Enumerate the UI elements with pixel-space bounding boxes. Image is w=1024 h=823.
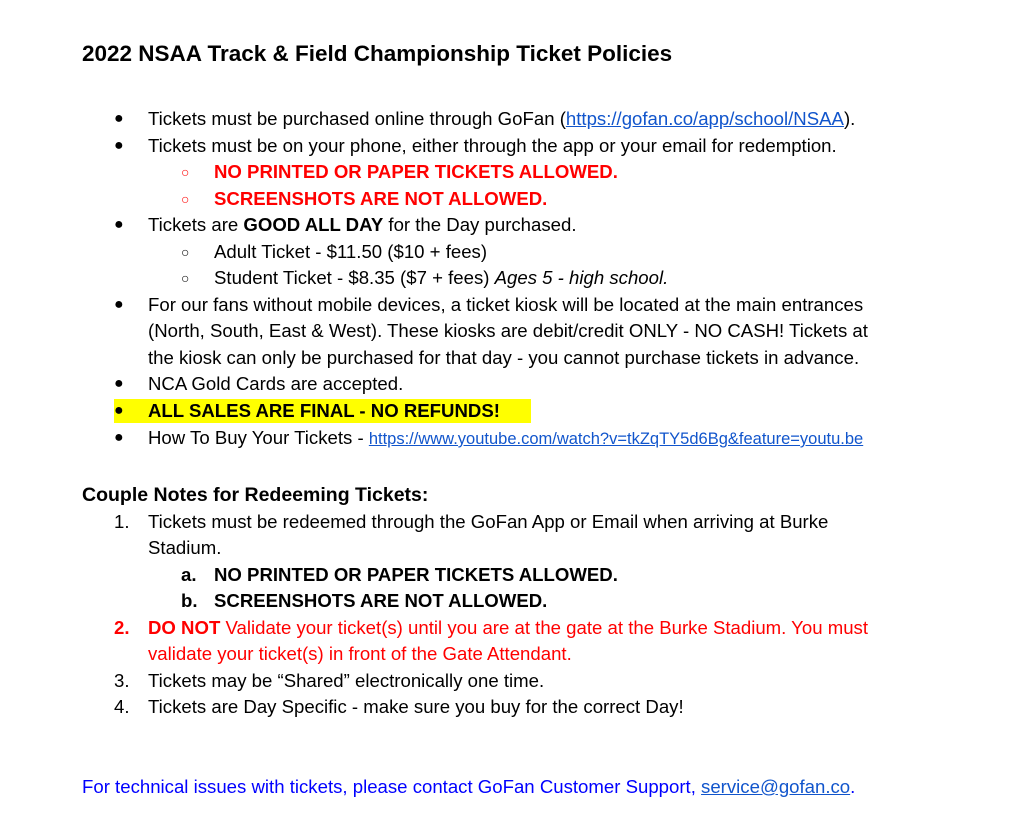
redeem-no-screenshots: SCREENSHOTS ARE NOT ALLOWED.: [214, 590, 548, 611]
youtube-tutorial-link[interactable]: https://www.youtube.com/watch?v=tkZqTY5d6Bg&feature=youtu.be: [368, 430, 864, 448]
redeem-note-1-line-2: Stadium.: [148, 537, 222, 558]
bullet-marker: ●: [114, 296, 124, 313]
support-email-link[interactable]: service@gofan.co: [701, 776, 851, 797]
policy-text: Tickets are: [148, 214, 244, 235]
gold-cards-policy: NCA Gold Cards are accepted.: [148, 373, 404, 394]
bullet-marker: ●: [114, 216, 124, 233]
bullet-marker: ●: [114, 402, 124, 419]
kiosk-policy-line-2: (North, South, East & West). These kiosks are debit/credit ONLY - NO CASH! Tickets at: [148, 320, 868, 341]
list-number: 4.: [114, 696, 130, 717]
do-not-emphasis: DO NOT: [148, 617, 221, 638]
how-to-buy: [148, 425, 863, 452]
bullet-marker: ●: [114, 429, 124, 446]
section-heading: Couple Notes for Redeeming Tickets:: [82, 484, 429, 506]
redeem-note-3: Tickets may be “Shared” electronically one time.: [148, 670, 545, 691]
sub-bullet-marker: ○: [181, 191, 190, 207]
policy-text: Tickets must be purchased online through GoFan (: [148, 108, 566, 129]
sub-bullet-marker: ○: [181, 244, 190, 260]
support-footer: [82, 774, 855, 800]
sub-bullet-marker: ○: [181, 164, 190, 180]
redeem-note-2-line-1: [148, 615, 868, 641]
student-age-note: Ages 5 - high school.: [494, 267, 669, 288]
student-ticket-price: [214, 265, 668, 291]
bullet-marker: ●: [114, 375, 124, 392]
page-title: 2022 NSAA Track & Field Championship Ticket Policies: [82, 41, 673, 66]
redeem-no-printed: NO PRINTED OR PAPER TICKETS ALLOWED.: [214, 564, 618, 585]
sub-bullet-marker: ○: [181, 270, 190, 286]
policy-no-screenshots: SCREENSHOTS ARE NOT ALLOWED.: [214, 188, 548, 209]
list-number: 1.: [114, 511, 130, 532]
gofan-school-link[interactable]: https://gofan.co/app/school/NSAA: [565, 108, 844, 129]
list-number: 3.: [114, 670, 130, 691]
list-letter: b.: [181, 590, 198, 611]
policy-text: Validate your ticket(s) until you are at the gate at the Burke Stadium. You must: [220, 617, 869, 638]
redeem-note-1-line-1: Tickets must be redeemed through the GoFan App or Email when arriving at Burke: [148, 511, 829, 532]
list-letter: a.: [181, 564, 197, 585]
redeem-note-2-line-2: validate your ticket(s) in front of the Gate Attendant.: [148, 643, 572, 664]
list-number: 2.: [114, 617, 130, 638]
policy-phone-tickets: Tickets must be on your phone, either through the app or your email for redemption.: [148, 135, 837, 156]
redeem-note-4: Tickets are Day Specific - make sure you buy for the correct Day!: [148, 696, 684, 717]
policy-no-printed-tickets: NO PRINTED OR PAPER TICKETS ALLOWED.: [214, 161, 618, 182]
policy-text: How To Buy Your Tickets -: [148, 427, 369, 448]
kiosk-policy-line-1: For our fans without mobile devices, a ticket kiosk will be located at the main entrances: [148, 294, 864, 315]
policy-good-all-day: [148, 212, 577, 238]
final-sales-policy: ALL SALES ARE FINAL - NO REFUNDS!: [148, 400, 500, 421]
kiosk-policy-line-3: the kiosk can only be purchased for that day - you cannot purchase tickets in advance.: [148, 347, 860, 368]
policy-text: ).: [843, 108, 856, 129]
support-text: For technical issues with tickets, please contact GoFan Customer Support,: [82, 776, 702, 797]
policy-emphasis: GOOD ALL DAY: [243, 214, 384, 235]
policy-purchase-online: [148, 106, 855, 132]
policy-text: Student Ticket - $8.35 ($7 + fees): [214, 267, 495, 288]
bullet-marker: ●: [114, 110, 124, 127]
policy-text: for the Day purchased.: [383, 214, 577, 235]
adult-ticket-price: Adult Ticket - $11.50 ($10 + fees): [214, 241, 488, 262]
bullet-marker: ●: [114, 137, 124, 154]
support-period: .: [850, 776, 856, 797]
